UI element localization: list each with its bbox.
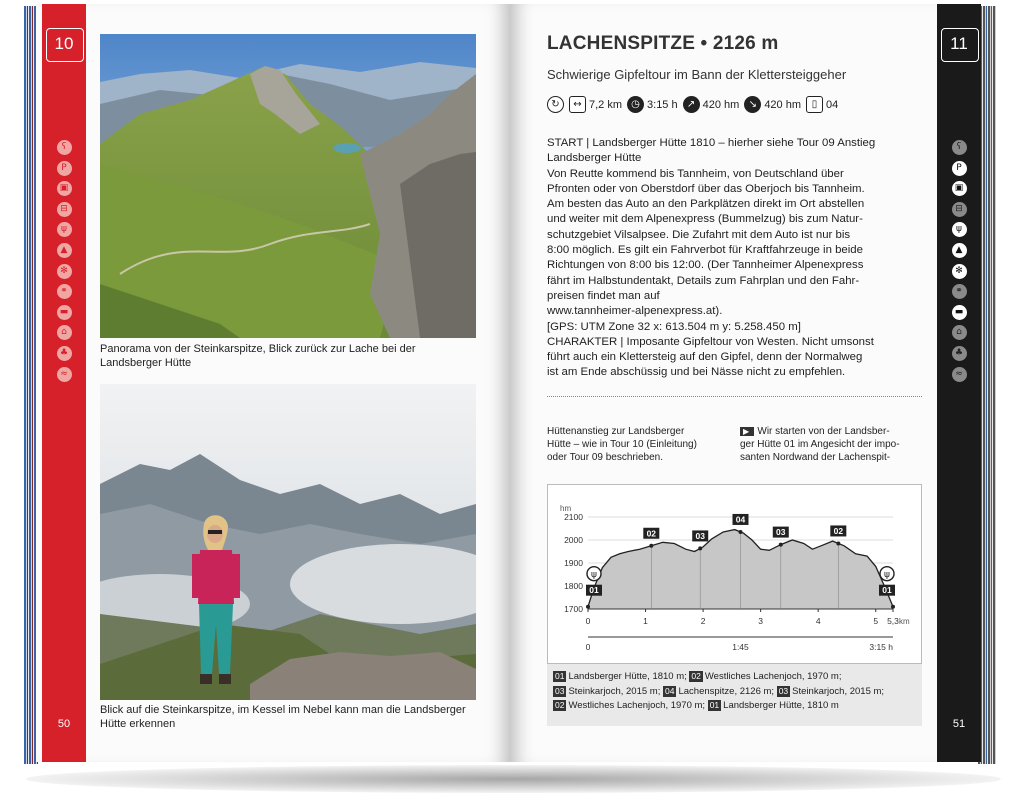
approach-text	[547, 425, 730, 464]
descent-value: 420 hm	[764, 98, 802, 111]
description-line: www.tannheimer-alpenexpress.at).	[547, 305, 723, 318]
route-line: santen Nordwand der Lachenspit-	[740, 452, 891, 463]
y-axis-label: hm	[560, 504, 572, 513]
fork-knife-glyph: ψ	[884, 570, 890, 581]
distance-value: 7,2 km	[589, 98, 623, 111]
waypoint-badge: 03	[778, 685, 789, 696]
waypoint-dot	[779, 543, 783, 547]
tour-stats	[547, 96, 838, 113]
x-tick-label: 4	[815, 616, 821, 626]
stat-descent	[744, 96, 801, 113]
stat-distance	[569, 96, 622, 113]
swimming-icon: ≈	[952, 367, 967, 382]
x-tick-label: 5	[873, 616, 879, 626]
route-line: ▶ Wir starten von der Landsber-	[740, 425, 925, 438]
waypoint-label: 04	[735, 514, 746, 525]
waypoint-dot	[649, 544, 653, 548]
waypoint-label: 02	[833, 525, 844, 536]
legend-row	[553, 699, 918, 714]
description-line: Landsberger Hütte	[547, 152, 642, 165]
waypoint-text: Westliches Lachenjoch, 1970 m;	[704, 671, 842, 682]
waypoint-badge: 02	[691, 671, 701, 681]
left-category-icons	[42, 140, 86, 382]
approach-line: oder Tour 09 beschrieben.	[547, 452, 664, 463]
bed-icon: ▬	[57, 305, 72, 320]
waypoint-dot	[891, 605, 895, 609]
tree-icon: ♣	[952, 346, 967, 361]
cable-car-icon: ⊟	[952, 202, 967, 217]
waypoint-text: Landsberger Hütte, 1810 m;	[568, 671, 690, 682]
description-line: ist am Ende abschüssig und bei Nässe nicht zu empfehlen.	[547, 366, 846, 379]
bicycle-icon: ⚭	[952, 284, 967, 299]
description-line: 8:00 möglich. Es gilt ein Fahrverbot für Kraftfahrzeuge in beide	[547, 244, 863, 257]
clock-icon: ◷	[627, 96, 644, 113]
waypoint-label: 01	[589, 585, 599, 596]
museum-icon: ⌂	[952, 325, 967, 340]
left-page-number: 50	[57, 718, 71, 730]
photo-person-summit	[100, 384, 476, 700]
legend-row	[553, 685, 918, 700]
tour-subtitle: Schwierige Gipfeltour im Bann der Klettersteiggeher	[547, 67, 847, 82]
x-tick-label: 5,3	[887, 616, 899, 626]
x-axis-label: km	[899, 617, 910, 626]
legend-row	[553, 670, 918, 685]
tour-title: LACHENSPITZE • 2126 m	[547, 33, 779, 54]
waypoint-badge: 04	[665, 685, 675, 696]
description-line: Pfronten oder von Oberstdorf über das Oberjoch bis Tannheim.	[547, 182, 865, 195]
book-shadow	[26, 765, 1001, 793]
approach-line: Hütte – wie in Tour 10 (Einleitung)	[547, 439, 697, 450]
parking-icon: P	[952, 161, 967, 176]
ascent-icon: ↗	[683, 96, 700, 113]
left-accent-bar	[42, 4, 86, 762]
y-tick-label: 2100	[564, 512, 583, 522]
waypoint-dot	[836, 541, 840, 545]
y-tick-label: 1800	[564, 581, 583, 591]
route-line: ger Hütte 01 im Angesicht der impo-	[740, 439, 900, 450]
waypoint-text: Steinkarjoch, 2015 m;	[568, 685, 663, 697]
map-value: 04	[826, 98, 839, 111]
snowflake-icon: ✻	[952, 264, 967, 279]
photo2-caption: Blick auf die Steinkarspitze, im Kessel im Nebel kann man die Landsberger Hütte erkennen	[100, 704, 466, 730]
descent-icon: ↘	[744, 96, 761, 113]
right-page-number: 51	[952, 718, 966, 730]
time-tick-label: 0	[585, 642, 591, 652]
route-text	[740, 425, 925, 464]
elevation-chart	[548, 485, 921, 663]
bus-icon: ▣	[57, 181, 72, 196]
waypoint-dot	[739, 530, 743, 534]
summit-icon: ▲	[952, 243, 967, 258]
waypoint-label: 01	[882, 585, 892, 596]
waypoint-legend	[553, 670, 918, 714]
swimming-icon: ≈	[57, 367, 72, 382]
parking-icon: P	[57, 161, 72, 176]
play-route-icon: ▶	[740, 427, 754, 436]
waypoint-text: Steinkarjoch, 2015 m;	[792, 685, 885, 697]
x-tick-label: 2	[700, 616, 706, 626]
waypoint-text: Landsberger Hütte, 1810 m	[723, 700, 839, 711]
left-tour-number: 10	[54, 34, 74, 53]
waypoint-badge: 01	[555, 671, 565, 681]
restaurant-icon: ψ	[57, 222, 72, 237]
y-tick-label: 1700	[564, 604, 583, 614]
waypoint-label: 03	[695, 530, 705, 541]
bicycle-icon: ⚭	[57, 284, 72, 299]
right-accent-bar	[937, 4, 981, 762]
stat-loop	[547, 96, 564, 113]
duration-value: 3:15 h	[647, 98, 678, 111]
right-tour-number: 11	[950, 34, 968, 53]
bus-icon: ▣	[952, 181, 967, 196]
description-line: und weiter mit dem Alpenexpress (Bummelzug) bis zum Natur-	[547, 213, 863, 226]
bear-icon: ʕ	[952, 140, 967, 155]
stat-ascent	[683, 96, 740, 113]
x-tick-label: 1	[643, 616, 648, 626]
ascent-value: 420 hm	[702, 98, 740, 111]
waypoint-label: 03	[776, 527, 786, 538]
y-tick-label: 1900	[564, 558, 583, 568]
waypoint-badge: 02	[555, 700, 565, 710]
waypoint-badge: 03	[555, 685, 565, 696]
x-tick-label: 0	[585, 616, 591, 626]
time-tick-label: 1:45	[732, 642, 749, 652]
description-line: schutzgebiet Vilsalpsee. Die Zufahrt mit dem Auto ist nur bis	[547, 228, 851, 241]
stat-duration	[627, 96, 678, 113]
tour-description	[547, 136, 927, 381]
cable-car-icon: ⊟	[57, 202, 72, 217]
description-line: START | Landsberger Hütte 1810 – hierher siehe Tour 09 Anstieg	[547, 137, 876, 149]
description-line: führt auch ein Klettersteig auf den Gipfel, denn der Normalweg	[547, 351, 863, 364]
waypoint-badge: 01	[709, 700, 720, 710]
section-divider	[547, 396, 922, 397]
description-line: Am besten das Auto an den Parkplätzen direkt im Ort abstellen	[547, 198, 865, 211]
elevation-profile-box	[547, 484, 922, 726]
loop-icon: ↻	[547, 96, 564, 113]
x-tick-label: 3	[758, 616, 764, 626]
bed-icon: ▬	[952, 305, 967, 320]
description-line: fährt im Halbstundentakt, Details zum Fahrplan und den Fahr-	[547, 274, 860, 287]
waypoint-label: 02	[646, 528, 657, 539]
approach-line: Hüttenanstieg zur Landsberger	[547, 426, 685, 437]
elevation-chart-frame	[547, 484, 922, 664]
snowflake-icon: ✻	[57, 264, 72, 279]
waypoint-text: Westliches Lachenjoch, 1970 m;	[568, 700, 708, 711]
waypoint-dot	[698, 546, 702, 550]
waypoint-text: Lachenspitze, 2126 m;	[678, 685, 777, 697]
description-line: [GPS: UTM Zone 32 x: 613.504 m y: 5.258.450 m]	[547, 320, 801, 333]
bear-icon: ʕ	[57, 140, 72, 155]
right-category-icons	[937, 140, 981, 382]
summit-icon: ▲	[57, 243, 72, 258]
description-line: Richtungen von 8:00 bis 12:00. (Der Tannheimer Alpenexpress	[547, 259, 864, 272]
photo1-caption: Panorama von der Steinkarspitze, Blick zurück zur Lache bei der Landsberger Hütte	[100, 343, 416, 369]
y-tick-label: 2000	[564, 535, 583, 545]
tree-icon: ♣	[57, 346, 72, 361]
time-tick-label: 3:15 h	[869, 642, 893, 652]
fork-knife-glyph: ψ	[591, 570, 597, 581]
map-icon: ▯	[806, 96, 823, 113]
photo-panorama	[100, 34, 476, 338]
description-line: preisen findet man auf	[547, 289, 660, 302]
stat-map	[806, 96, 838, 113]
museum-icon: ⌂	[57, 325, 72, 340]
distance-icon: ↔	[569, 96, 586, 113]
restaurant-icon: ψ	[952, 222, 967, 237]
description-line: CHARAKTER | Imposante Gipfeltour von Westen. Nicht umsonst	[547, 335, 874, 348]
waypoint-dot	[586, 605, 590, 609]
description-line: Von Reutte kommend bis Tannheim, von Deutschland über	[547, 167, 844, 180]
